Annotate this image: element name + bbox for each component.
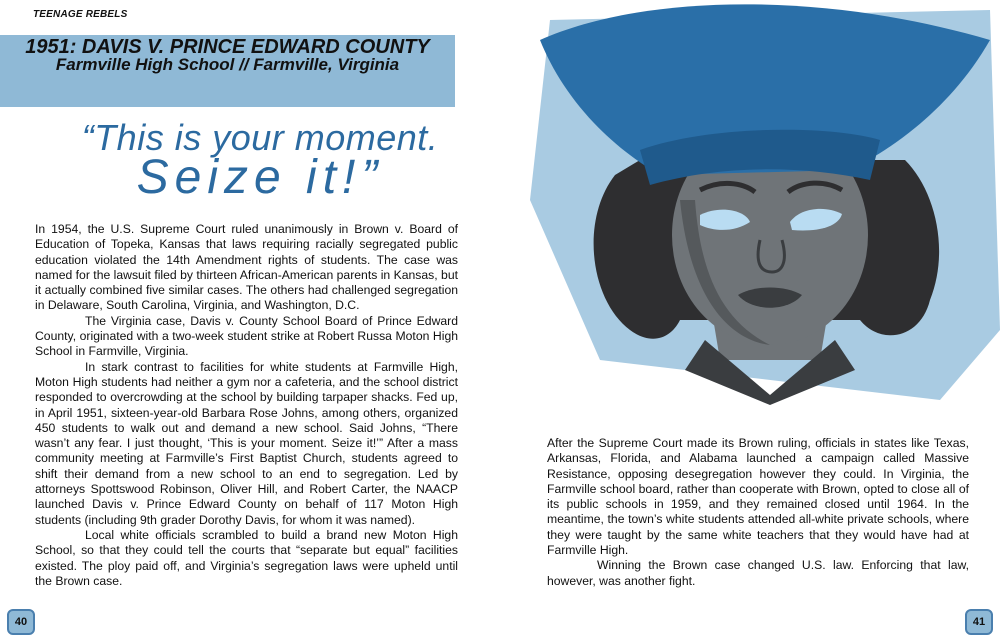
pull-quote-line1: “This is your moment. [81,117,439,158]
left-page [0,0,490,643]
pull-quote-line2: Seize it!” [136,151,384,204]
paragraph: After the Supreme Court made its Brown ruling, officials in states like Texas, Arkansas, Florida, and Alabama launched a campaign called Massive Resistance, opposing desegregation however they could. In Virginia, the Farmville school board, rather than cooperate with Brown, opted to close all of its public schools in 1959, and they remained closed until 1964. In the meantime, the town’s white students attended all-white private schools, where they were taught by the same white teachers that they would have had at Farmville High. [547,436,969,558]
page-number-left: 40 [7,609,35,635]
paragraph: In stark contrast to facilities for white students at Farmville High, Moton High students had neither a gym nor a cafeteria, and the school district responded to overcrowding at the school by building tarpaper shacks. Fed up, in April 1951, sixteen-year-old Barbara Rose Johns, among others, organized 450 students to walk out and demand a new school. Said Johns, “There wasn’t any fear. I just thought, ‘This is your moment. Seize it!’” After a mass community meeting at Farmville’s First Baptist Church, students agreed to shift their demand from a new school to an end to segregation. Led by attorneys Spottswood Robinson, Oliver Hill, and Robert Carter, the NAACP launched Davis v. Prince Edward County on behalf of 117 Moton High students (including 9th grader Dorothy Davis, for whom it was named). [35,359,458,527]
chapter-banner [0,35,455,107]
banner-title-text: DAVIS V. PRINCE EDWARD COUNTY [76,36,430,58]
page-number-right: 41 [965,609,993,635]
paragraph: In 1954, the U.S. Supreme Court ruled unanimously in Brown v. Board of Education of Topeka, Kansas that laws requiring racially segregated public education violated the 14th Amendment rights of students. The case was named for the lawsuit filed by thirteen African-American parents in Kansas, but it actually combined five similar cases. The others had challenged segregation in Delaware, South Carolina, Virginia, and Washington, D.C. [35,222,458,313]
paragraph: Local white officials scrambled to build a brand new Moton High School, so that they could tell the courts that “separate but equal” facilities existed. The ploy paid off, and Virginia’s segregation laws were upheld until the Brown case. [35,527,458,588]
right-body-text [547,436,969,589]
banner-year: 1951: [25,36,77,58]
paragraph: Winning the Brown case changed U.S. law. Enforcing that law, however, was another fight. [547,558,969,588]
banner-subtitle: Farmville High School // Farmville, Virginia [55,55,400,74]
portrait-illustration [520,0,1000,405]
left-body-text [35,222,458,589]
right-page [500,0,1000,643]
running-head: TEENAGE REBELS [33,9,128,20]
paragraph: The Virginia case, Davis v. County School Board of Prince Edward County, originated with a two-week student strike at Robert Russa Moton High School in Farmville, Virginia. [35,313,458,359]
